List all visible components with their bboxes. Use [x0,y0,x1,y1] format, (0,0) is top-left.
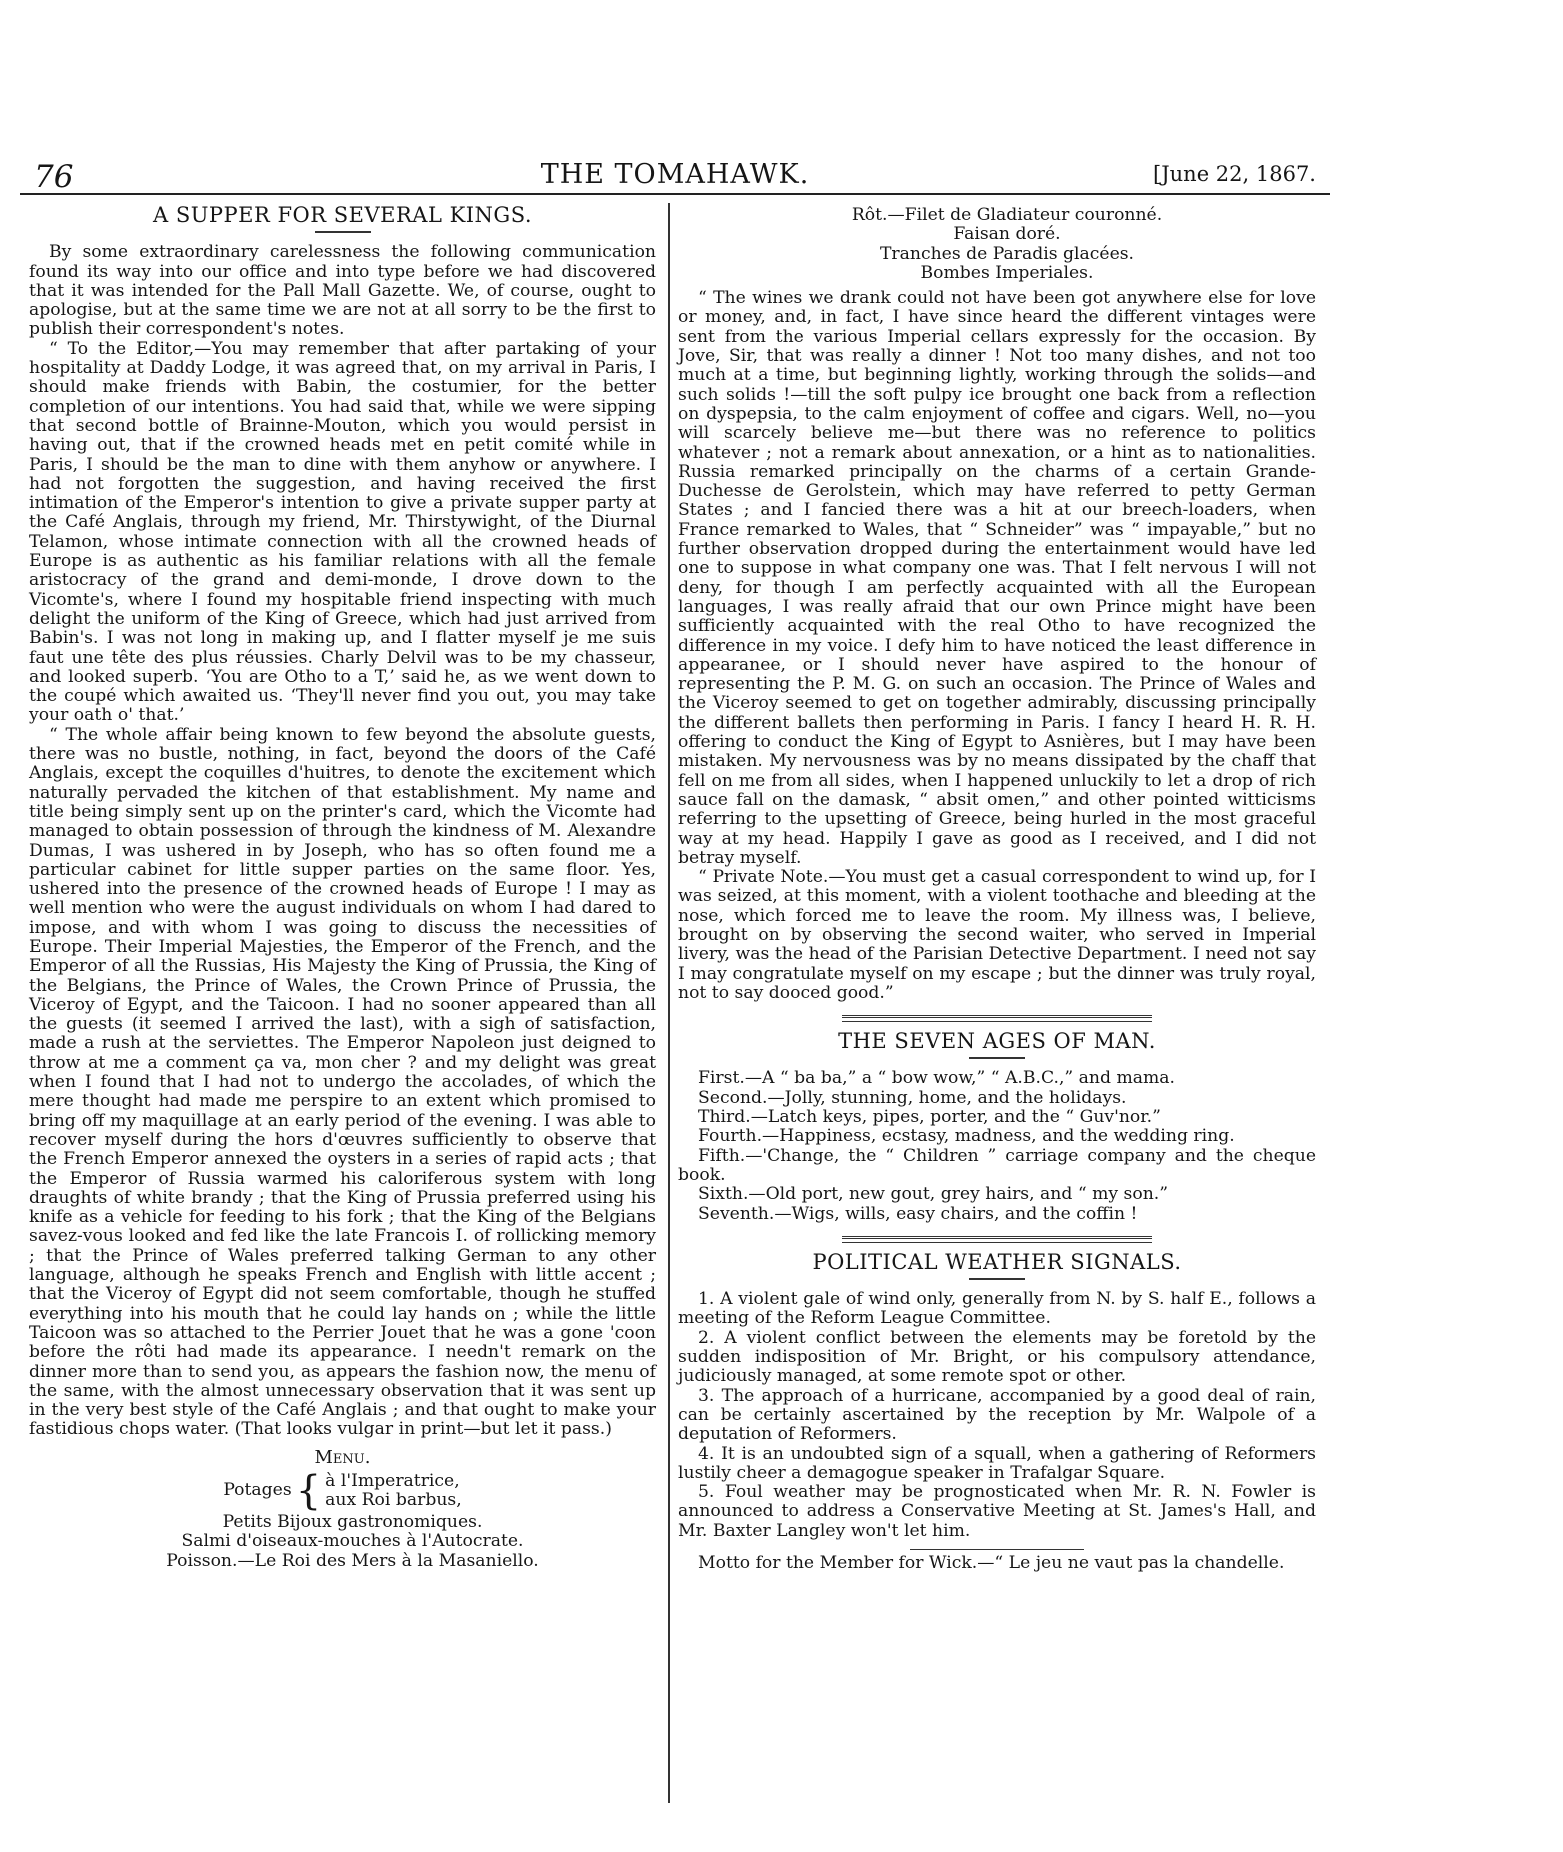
section-divider [842,1015,1152,1022]
age-item: Fourth.—Happiness, ecstasy, madness, and the wedding ring. [698,1126,1235,1147]
issue-date: [June 22, 1867. [1153,162,1316,186]
age-item: Third.—Latch keys, pipes, porter, and the “ Guv'nor.” [698,1107,1161,1128]
section-divider [842,1236,1152,1243]
age-item: First.—A “ ba ba,” a “ bow wow,” “ A.B.C.,” and mama. [698,1068,1176,1089]
title-rule [969,1278,1025,1280]
age-item: Fifth.—'Change, the “ Children ” carriage company and the cheque book. [678,1145,1316,1185]
menu-item: Tranches de Paradis glacées. [879,243,1135,264]
supper-paragraph-3: “ The whole affair being known to few beyond the absolute guests, there was no bustle, nothing, in fact, beyond the doors of the Café Anglais, except the coquilles d'huitres, to denote the excitement which naturally pervaded the kitchen of that establishment. My name and title being simply sent up on the printer's card, which the Vicomte had managed to obtain possession of through the kindness of M. Alexandre Dumas, I was ushered in by Joseph, who has so often found me a particular cabinet for little supper parties on the same floor. Yes, ushered into the presence of the crowned heads of Europe ! I may as well mention who were the august individuals on whom I had dared to impose, and with whom I was going to discuss the necessities of Europe. Their Imperial Majesties, the Emperor of the French, and the Emperor of all the Russias, His Majesty the King of Prussia, the King of the Belgians, the Prince of Wales, the Crown Prince of Prussia, the Viceroy of Egypt, and the Taicoon. I had no sooner appeared than all the guests (it seemed I arrived the last), with a sigh of satisfaction, made a rush at the serviettes. The Emperor Napoleon just deigned to throw at me a comment ça va, mon cher ? and my delight was great when I found that I had not to undergo the accolades, of which the mere thought had made me perspire to an extent which promised to bring off my maquillage at an early period of the evening. I was able to recover myself during the hors d'œuvres sufficiently to observe that the French Emperor annexed the oysters in a series of rapid acts ; that the Emperor of Russia warmed his caloriferous system with long draughts of white brandy ; that the King of Prussia preferred using his knife as a vehicle for feeding to his fork ; that the King of the Belgians savez-vous looked and fed like the late Francois I. of rollicking memory ; that the Prince of Wales preferred talking German to any other language, although he speaks French and English with little accent ; that the Viceroy of Egypt did not seem comfortable, though he stuffed everything into his mouth that he could lay hands on ; while the little Taicoon was so attached to the Perrier Jouet that he was a gone 'coon before the rôti had made its appearance. I needn't remark on the dinner more than to send you, as appears the fashion now, the menu of the same, with the almost unnecessary observation that it was sent up in the very best style of the Café Anglais ; and that ought to make your fastidious chops water. (That looks vulgar in print—but let it pass.) [29,724,656,1440]
supper-paragraph-5: “ Private Note.—You must get a casual correspondent to wind up, for I was seized, at this moment, with a violent toothache and bleeding at the nose, which forced me to leave the room. My illness was, I believe, brought on by observing the second waiter, who served in Imperial livery, was the head of the Parisian Detective Department. I need not say I may congratulate myself on my escape ; but the dinner was truly royal, not to say dooced good.” [678,867,1316,1003]
menu-item: Faisan doré. [953,224,1061,245]
page-header [20,157,1330,195]
page-number: 76 [34,159,74,195]
brace-glyph: { [295,1468,322,1514]
age-item: Seventh.—Wigs, wills, easy chairs, and the coffin ! [698,1203,1138,1224]
potages-items [325,1472,462,1511]
title-rule [315,231,371,233]
motto-text: Motto for the Member for Wick.—“ Le jeu ne vaut pas la chandelle. [698,1553,1285,1573]
article-title-supper: A SUPPER FOR SEVERAL KINGS. [152,203,533,227]
supper-paragraph-2: “ To the Editor,—You may remember that after partaking of your hospitality at Daddy Lodge, it was agreed that, on my arrival in Paris, I should make friends with Babin, the costumier, for the better completion of our intentions. You had said that, while we were sipping that second bottle of Brainne-Mouton, which you would persist in having out, that if the crowned heads met en petit comité while in Paris, I should be the man to dine with them anyhow or anywhere. I had not forgotten the suggestion, and having received the first intimation of the Emperor's intention to give a private supper party at the Café Anglais, through my friend, Mr. Thirstywight, of the Diurnal Telamon, whose intimate connection with all the crowned heads of Europe is as authentic as his familiar relations with all the female aristocracy of the grand and demi-monde, I drove down to the Vicomte's, where I found my hospitable friend inspecting with much delight the uniform of the King of Greece, which had just arrived from Babin's. I was not long in making up, and I flatter myself je me suis faut une tête des plus réussies. Charly Delvil was to be my chasseur, and looked superb. ‘You are Otho to a T,’ said he, as we went down to the coupé which awaited us. ‘They'll never find you out, you may take your oath o' that.’ [29,338,656,726]
motto-rule [910,1549,1084,1550]
supper-paragraph-4: “ The wines we drank could not have been got anywhere else for love or money, and, in fact, I have since heard the different vintages were sent from the various Imperial cellars expressly for the occasion. By Jove, Sir, that was really a dinner ! Not too many dishes, and not too much at a time, but beginning lightly, working through the solids—and such solids !—till the soft pulpy ice brought one back from a reflection on dyspepsia, to the calm enjoyment of coffee and cigars. Well, no—you will scarcely believe me—but there was no reference to politics whatever ; not a remark about annexation, or a hint as to nationalities. Russia remarked principally on the charms of a certain Grande-Duchesse de Gerolstein, which may have referred to petty German States ; and I fancied there was a hit at our breech-loaders, when France remarked to Wales, that “ Schneider” was “ impayable,” but no further observation dropped during the entertainment would have led one to suppose in what company one was. That I felt nervous I will not deny, for though I am perfectly acquainted with all the European languages, I was really afraid that our own Prince might have been sufficiently acquainted with the real Otho to have recognized the difference in my voice. I defy him to have noticed the least difference in appearanee, or I should never have aspired to the honour of representing the P. M. G. on such an occasion. The Prince of Wales and the Viceroy seemed to get on together admirably, discussing principally the different ballets then performing in Paris. I fancy I heard H. R. H. offering to conduct the King of Egypt to Asnières, but I may have been mistaken. My nervousness was by no means dissipated by the chaff that fell on me from all sides, when I happened unluckily to let a drop of rich sauce fall on the damask, “ absit omen,” and other pointed witticisms referring to the upsetting of Greece, being hurled in the most graceful way at my head. Happily I gave as good as I received, and I did not betray myself. [678,288,1316,868]
weather-item: 5. Foul weather may be prognosticated when Mr. R. N. Fowler is announced to address a Conservative Meeting at St. James's Hall, and Mr. Baxter Langley won't let him. [678,1482,1316,1541]
menu-heading: Menu. [314,1446,371,1468]
menu-item: Poisson.—Le Roi des Mers à la Masaniello. [166,1550,539,1571]
menu-item: Salmi d'oiseaux-mouches à l'Autocrate. [181,1531,524,1552]
potages-item-1: à l'Imperatrice, [325,1470,460,1491]
potages-label: Potages [223,1480,292,1501]
supper-paragraph-1: By some extraordinary carelessness the following communication found its way into our office and into type before we had discovered that it was intended for the Pall Mall Gazette. We, of course, ought to apologise, but at the same time we are not at all sorry to be the first to publish their correspondent's notes. [29,242,656,340]
age-item: Second.—Jolly, stunning, home, and the holidays. [698,1087,1127,1108]
right-column [678,206,1316,1573]
ages-list [678,1069,1316,1223]
weather-list [678,1290,1316,1541]
menu-item: Petits Bijoux gastronomiques. [222,1512,483,1532]
masthead-title: THE TOMAHAWK. [540,159,810,190]
weather-item: 1. A violent gale of wind only, generally from N. by S. half E., follows a meeting of the Reform League Committee. [678,1289,1316,1329]
weather-item: 4. It is an undoubted sign of a squall, when a gathering of Reformers lustily cheer a demagogue speaker in Trafalgar Square. [678,1443,1316,1483]
weather-item: 3. The approach of a hurricane, accompanied by a good deal of rain, can be certainly ascertained by the reception by Mr. Walpole of a deputation of Reformers. [678,1385,1316,1445]
menu-item: Bombes Imperiales. [920,262,1094,283]
menu-item: Rôt.—Filet de Gladiateur couronné. [851,205,1163,225]
column-divider [668,203,670,1803]
title-rule [969,1057,1025,1059]
left-column [29,203,656,1571]
potages-item-2: aux Roi barbus, [325,1490,462,1510]
age-item: Sixth.—Old port, new gout, grey hairs, and “ my son.” [698,1184,1169,1205]
weather-item: 2. A violent conflict between the elements may be foretold by the sudden indisposition of Mr. Bright, or his compulsory attendance, judiciously managed, at some remote spot or other. [678,1327,1316,1387]
article-title-ages: THE SEVEN AGES OF MAN. [838,1029,1156,1054]
article-title-weather: POLITICAL WEATHER SIGNALS. [812,1249,1182,1274]
menu-potages [29,1468,656,1514]
